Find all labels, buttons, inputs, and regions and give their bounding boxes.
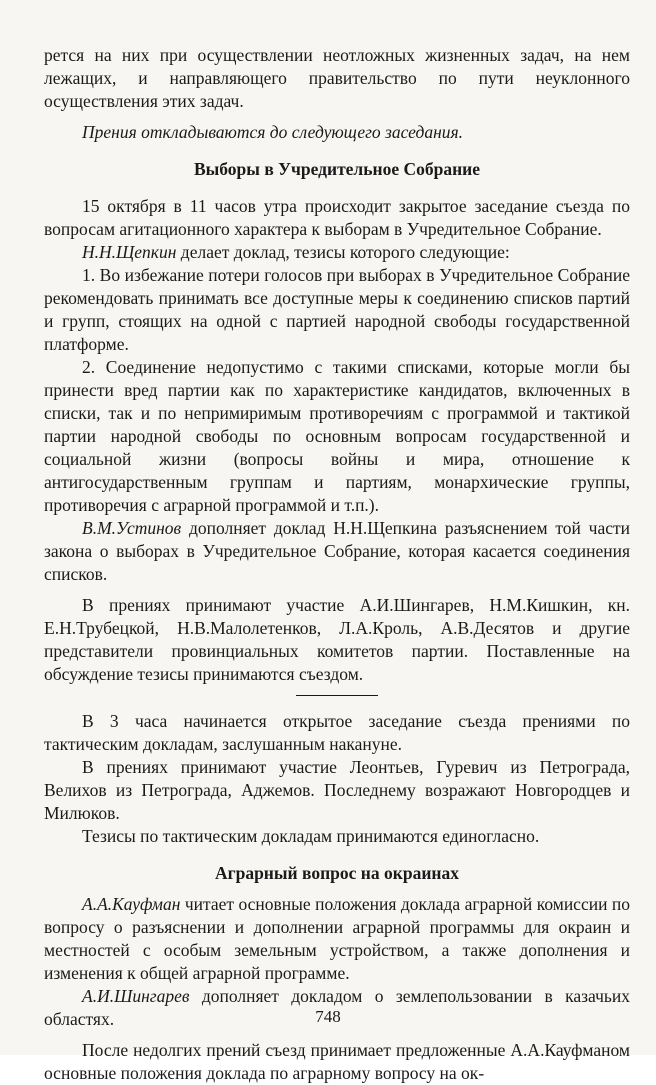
paragraph-final: После недолгих прений съезд принимает предложенные А.А.Кауфманом основные положения доклада по аграрному вопросу на ок- bbox=[44, 1040, 630, 1083]
paragraph-oct15: 15 октября в 11 часов утра происходит закрытое заседание съезда по вопросам агитационного характера к выборам в Учредительное Собрание. bbox=[44, 196, 630, 239]
heading-elections: Выборы в Учредительное Собрание bbox=[193, 159, 481, 179]
paragraph-tactics-debate: В прениях принимают участие Леонтьев, Гуревич из Петрограда, Велихов из Петрограда, Аджемов. Последнему возражают Новгородцев и Милюков. bbox=[44, 757, 630, 823]
paragraph-debate-participants: В прениях принимают участие А.И.Шингарев, Н.М.Кишкин, кн. Е.Н.Трубецкой, Н.В.Малолетенков, Л.А.Кроль, А.В.Десятов и другие представители провинциальных комитетов партии. Поставленные на обсуждение тезисы принимаются съездом. bbox=[44, 595, 630, 684]
paragraph-open-session: В 3 часа начинается открытое заседание съезда прениями по тактическим докладам, заслушанным накануне. bbox=[44, 711, 630, 754]
page-body bbox=[44, 44, 630, 1085]
paragraph-continued: рется на них при осуществлении неотложных жизненных задач, на нем лежащих, и направляющего правительство по пути неуклонного осуществления этих задач. bbox=[44, 45, 630, 111]
speaker-name: Н.Н.Щепкин bbox=[82, 242, 177, 262]
paragraph-text: дополняет докладом о землепользовании в казачьих областях. bbox=[44, 986, 630, 1029]
paragraph-thesis-2: 2. Соединение недопустимо с такими списками, которые могли бы принести вред партии как по характеристике кандидатов, включенных в списки, так и по непримиримым противоречиям с программой и тактикой партии народной свободы по основным вопросам государственной и социальной жизни (вопросы войны и мира, отношение к антигосударственным группам и партиям, монархические группы, противоречия с аграрной программой и т.п.). bbox=[44, 357, 630, 515]
speaker-name: А.А.Кауфман bbox=[82, 894, 181, 914]
paragraph-shchepkin bbox=[44, 241, 630, 264]
speaker-name: А.И.Шингарев bbox=[82, 986, 190, 1006]
paragraph-text: делает доклад, тезисы которого следующие: bbox=[176, 242, 510, 262]
section-divider bbox=[296, 695, 378, 696]
paragraph-thesis-1: 1. Во избежание потери голосов при выборах в Учредительное Собрание рекомендовать принимать все доступные меры к соединению списков партий и групп, стоящих на одной с партией народной свободы государственной платформе. bbox=[44, 265, 630, 354]
speaker-name: В.М.Устинов bbox=[82, 518, 182, 538]
heading-agrarian: Аграрный вопрос на окраинах bbox=[215, 863, 459, 883]
paragraph-tactics-adopted: Тезисы по тактическим докладам принимаются единогласно. bbox=[82, 826, 540, 846]
paragraph-ustinov bbox=[44, 517, 630, 586]
page-number: 748 bbox=[315, 1007, 341, 1026]
paragraph-debate-postponed: Прения откладываются до следующего заседания. bbox=[82, 122, 464, 142]
paragraph-kaufman bbox=[44, 893, 630, 985]
paragraph-text: читает основные положения доклада аграрной комиссии по вопросу о разъяснении и дополнении аграрной программы для окраин и местностей с особым земельным устройством, а также дополнения и изменения к общей аграрной программе. bbox=[44, 894, 630, 983]
paragraph-text: дополняет доклад Н.Н.Щепкина разъяснением той части закона о выборах в Учредительное Собрание, которая касается соединения списков. bbox=[44, 518, 630, 584]
